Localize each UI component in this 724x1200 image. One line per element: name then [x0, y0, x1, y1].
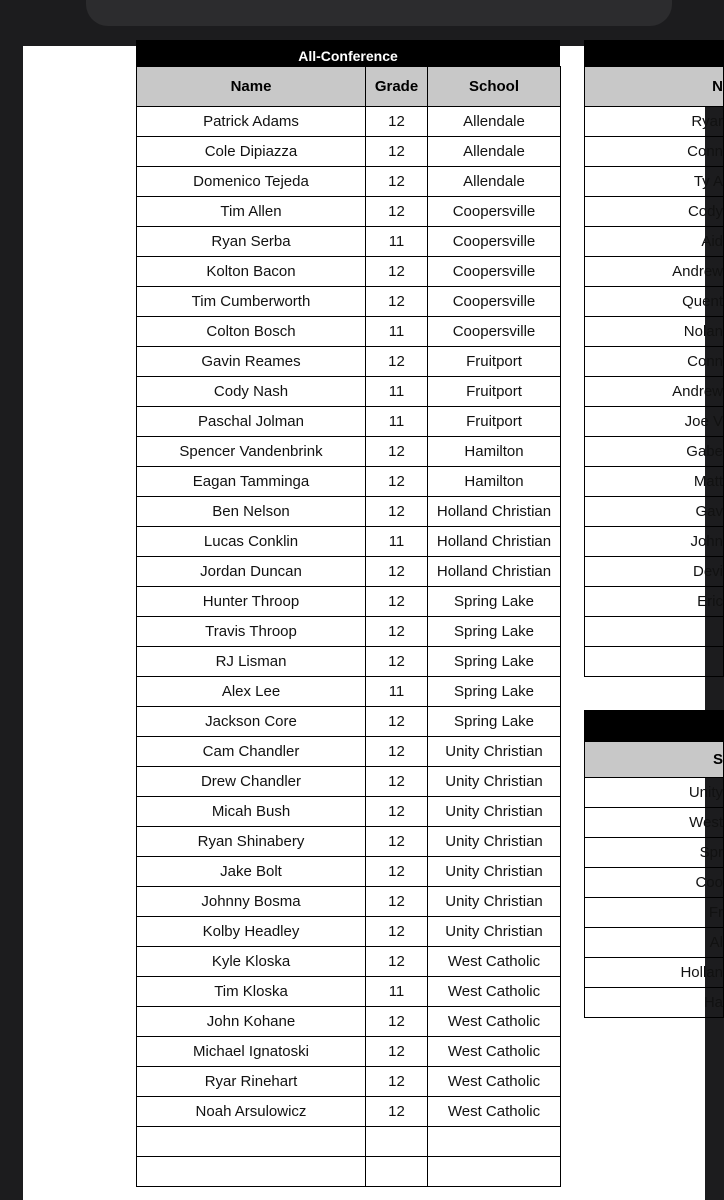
cell-partial: Matt [585, 467, 724, 497]
cell-school: Coopersville [428, 197, 561, 227]
table-row [585, 287, 724, 317]
cell-school: West Catholic [428, 1007, 561, 1037]
viewer-margin [0, 46, 23, 1200]
table-row [585, 317, 724, 347]
cell-school: West Catholic [428, 1037, 561, 1067]
table-row [585, 467, 724, 497]
cell-partial [585, 617, 724, 647]
cell-school: Fruitport [428, 347, 561, 377]
cell-partial: Gav [585, 497, 724, 527]
cell-name [137, 1157, 366, 1187]
cell-name: Michael Ignatoski [137, 1037, 366, 1067]
table-row [137, 317, 561, 347]
table-row [137, 1157, 561, 1187]
cell-grade: 11 [366, 317, 428, 347]
cell-name: Gavin Reames [137, 347, 366, 377]
cell-grade: 12 [366, 587, 428, 617]
cell-school: West Catholic [428, 977, 561, 1007]
table-row [137, 1097, 561, 1127]
table-row [585, 557, 724, 587]
cell-grade: 12 [366, 707, 428, 737]
cell-partial: Quent [585, 287, 724, 317]
cell-grade [366, 1127, 428, 1157]
cell-grade: 11 [366, 377, 428, 407]
header-grade: Grade [366, 67, 428, 107]
cell-partial: Ryar [585, 107, 724, 137]
cell-name: Hunter Throop [137, 587, 366, 617]
table-row [137, 587, 561, 617]
browser-toolbar [86, 0, 672, 26]
table-row [137, 497, 561, 527]
cell-name [137, 1127, 366, 1157]
cell-grade: 12 [366, 287, 428, 317]
table-row [585, 988, 724, 1018]
table-row [585, 377, 724, 407]
cell-school: Allendale [428, 137, 561, 167]
header-row [137, 67, 561, 107]
cell-name: RJ Lisman [137, 647, 366, 677]
table-row [585, 868, 724, 898]
cell-partial: Gabe [585, 437, 724, 467]
cell-partial: Spr [585, 838, 724, 868]
table-row [137, 737, 561, 767]
cell-name: Cam Chandler [137, 737, 366, 767]
cell-grade: 12 [366, 737, 428, 767]
cell-grade: 12 [366, 557, 428, 587]
table-row [137, 407, 561, 437]
cell-partial: Conn [585, 347, 724, 377]
cell-grade: 12 [366, 857, 428, 887]
cell-school: Fruitport [428, 407, 561, 437]
header-cell: N [585, 67, 724, 107]
cell-grade: 12 [366, 647, 428, 677]
cell-grade: 11 [366, 977, 428, 1007]
cell-partial: Andrew [585, 257, 724, 287]
table-row [585, 928, 724, 958]
cell-name: Cody Nash [137, 377, 366, 407]
cell-grade: 12 [366, 1007, 428, 1037]
table-title: All-Conference [136, 40, 560, 66]
cell-partial: Fr [585, 898, 724, 928]
cell-grade: 12 [366, 497, 428, 527]
right-table-bottom-title [584, 710, 724, 741]
cell-name: Micah Bush [137, 797, 366, 827]
cell-partial: Ha [585, 988, 724, 1018]
table-row [137, 767, 561, 797]
table-row [585, 197, 724, 227]
cell-school: Unity Christian [428, 917, 561, 947]
cell-name: Tim Cumberworth [137, 287, 366, 317]
right-table-top-title [584, 40, 724, 66]
cell-partial: Nolan [585, 317, 724, 347]
cell-grade: 12 [366, 767, 428, 797]
cell-partial: John [585, 527, 724, 557]
cell-partial: Eric [585, 587, 724, 617]
table-row [137, 677, 561, 707]
cell-name: Colton Bosch [137, 317, 366, 347]
cell-name: Eagan Tamminga [137, 467, 366, 497]
table-row [137, 377, 561, 407]
table-row [137, 647, 561, 677]
cell-grade: 12 [366, 1037, 428, 1067]
cell-name: Ryan Serba [137, 227, 366, 257]
cell-school [428, 1157, 561, 1187]
table-row [137, 947, 561, 977]
cell-grade: 11 [366, 407, 428, 437]
table-row [585, 778, 724, 808]
cell-name: Tim Kloska [137, 977, 366, 1007]
table-row [137, 227, 561, 257]
cell-partial: Cody [585, 197, 724, 227]
cell-school: Allendale [428, 107, 561, 137]
cell-grade: 12 [366, 467, 428, 497]
cell-school: Unity Christian [428, 767, 561, 797]
cell-school: Unity Christian [428, 797, 561, 827]
cell-school: Spring Lake [428, 707, 561, 737]
table-row [137, 287, 561, 317]
header-school: School [428, 67, 561, 107]
table-row [585, 958, 724, 988]
cell-name: Patrick Adams [137, 107, 366, 137]
table-row [137, 887, 561, 917]
table-row [585, 898, 724, 928]
cell-grade: 11 [366, 677, 428, 707]
cell-school: Unity Christian [428, 857, 561, 887]
cell-school: Coopersville [428, 257, 561, 287]
cell-school: Allendale [428, 167, 561, 197]
table-row [137, 1037, 561, 1067]
cell-name: Alex Lee [137, 677, 366, 707]
cell-school: Unity Christian [428, 737, 561, 767]
all-conference-table [136, 40, 560, 1187]
cell-partial: Devi [585, 557, 724, 587]
table-row [585, 257, 724, 287]
roster-grid [136, 66, 561, 1187]
table-row [137, 917, 561, 947]
table-row [585, 617, 724, 647]
right-table-top [584, 40, 724, 677]
cell-grade: 12 [366, 347, 428, 377]
cell-name: Kolton Bacon [137, 257, 366, 287]
cell-grade: 12 [366, 1097, 428, 1127]
table-row [137, 707, 561, 737]
cell-partial: Coo [585, 868, 724, 898]
table-row [137, 167, 561, 197]
cell-school: Spring Lake [428, 617, 561, 647]
cell-name: Lucas Conklin [137, 527, 366, 557]
cell-name: John Kohane [137, 1007, 366, 1037]
cell-name: Johnny Bosma [137, 887, 366, 917]
cell-name: Tim Allen [137, 197, 366, 227]
table-row [137, 347, 561, 377]
table-row [137, 797, 561, 827]
cell-partial: Conn [585, 137, 724, 167]
table-row [585, 227, 724, 257]
cell-name: Ben Nelson [137, 497, 366, 527]
cell-name: Ryan Shinabery [137, 827, 366, 857]
cell-school: Holland Christian [428, 497, 561, 527]
cell-name: Cole Dipiazza [137, 137, 366, 167]
table-row [585, 107, 724, 137]
header-name: Name [137, 67, 366, 107]
cell-name: Spencer Vandenbrink [137, 437, 366, 467]
right-grid-top [584, 66, 724, 677]
table-row [137, 137, 561, 167]
cell-school: Holland Christian [428, 527, 561, 557]
cell-school: West Catholic [428, 1097, 561, 1127]
cell-grade: 12 [366, 167, 428, 197]
cell-school: West Catholic [428, 947, 561, 977]
cell-partial: West [585, 808, 724, 838]
cell-school: Unity Christian [428, 887, 561, 917]
cell-grade: 12 [366, 107, 428, 137]
right-table-bottom [584, 710, 724, 1018]
cell-name: Kyle Kloska [137, 947, 366, 977]
cell-grade [366, 1157, 428, 1187]
cell-grade: 12 [366, 437, 428, 467]
table-row [585, 587, 724, 617]
cell-grade: 12 [366, 797, 428, 827]
cell-partial [585, 647, 724, 677]
cell-grade: 12 [366, 257, 428, 287]
cell-name: Domenico Tejeda [137, 167, 366, 197]
table-row [137, 197, 561, 227]
cell-school: Spring Lake [428, 587, 561, 617]
table-row [585, 808, 724, 838]
cell-grade: 12 [366, 137, 428, 167]
cell-school: Hamilton [428, 467, 561, 497]
cell-school [428, 1127, 561, 1157]
cell-grade: 12 [366, 1067, 428, 1097]
cell-grade: 12 [366, 917, 428, 947]
cell-grade: 12 [366, 827, 428, 857]
table-row [585, 497, 724, 527]
cell-name: Kolby Headley [137, 917, 366, 947]
right-grid-bottom [584, 741, 724, 1018]
cell-school: West Catholic [428, 1067, 561, 1097]
table-row [137, 617, 561, 647]
cell-name: Ryar Rinehart [137, 1067, 366, 1097]
cell-school: Spring Lake [428, 647, 561, 677]
table-row [137, 527, 561, 557]
table-row [137, 1127, 561, 1157]
table-row [585, 167, 724, 197]
table-row [585, 647, 724, 677]
cell-school: Fruitport [428, 377, 561, 407]
cell-grade: 11 [366, 527, 428, 557]
table-row [137, 107, 561, 137]
table-row [137, 437, 561, 467]
cell-name: Travis Throop [137, 617, 366, 647]
cell-school: Holland Christian [428, 557, 561, 587]
table-row [585, 527, 724, 557]
cell-name: Paschal Jolman [137, 407, 366, 437]
table-row [585, 347, 724, 377]
table-row [137, 827, 561, 857]
cell-name: Jake Bolt [137, 857, 366, 887]
cell-school: Coopersville [428, 317, 561, 347]
table-row [137, 1007, 561, 1037]
cell-name: Jordan Duncan [137, 557, 366, 587]
cell-school: Unity Christian [428, 827, 561, 857]
table-row [137, 857, 561, 887]
cell-partial: Hollan [585, 958, 724, 988]
cell-grade: 12 [366, 887, 428, 917]
header-row [585, 742, 724, 778]
cell-school: Spring Lake [428, 677, 561, 707]
table-row [137, 977, 561, 1007]
document-page [23, 46, 723, 1200]
table-row [585, 437, 724, 467]
cell-grade: 12 [366, 197, 428, 227]
cell-grade: 12 [366, 947, 428, 977]
table-row [137, 1067, 561, 1097]
cell-partial: Andrew [585, 377, 724, 407]
cell-school: Hamilton [428, 437, 561, 467]
cell-partial: Joe V [585, 407, 724, 437]
table-row [137, 257, 561, 287]
table-row [585, 838, 724, 868]
cell-grade: 12 [366, 617, 428, 647]
cell-name: Drew Chandler [137, 767, 366, 797]
cell-partial: Aid [585, 227, 724, 257]
cell-school: Coopersville [428, 227, 561, 257]
table-row [585, 407, 724, 437]
cell-partial: Unity [585, 778, 724, 808]
cell-name: Jackson Core [137, 707, 366, 737]
table-row [137, 557, 561, 587]
cell-school: Coopersville [428, 287, 561, 317]
cell-partial: Al [585, 928, 724, 958]
cell-partial: Ty A [585, 167, 724, 197]
cell-name: Noah Arsulowicz [137, 1097, 366, 1127]
table-row [137, 467, 561, 497]
header-cell: S [585, 742, 724, 778]
cell-grade: 11 [366, 227, 428, 257]
header-row [585, 67, 724, 107]
table-row [585, 137, 724, 167]
